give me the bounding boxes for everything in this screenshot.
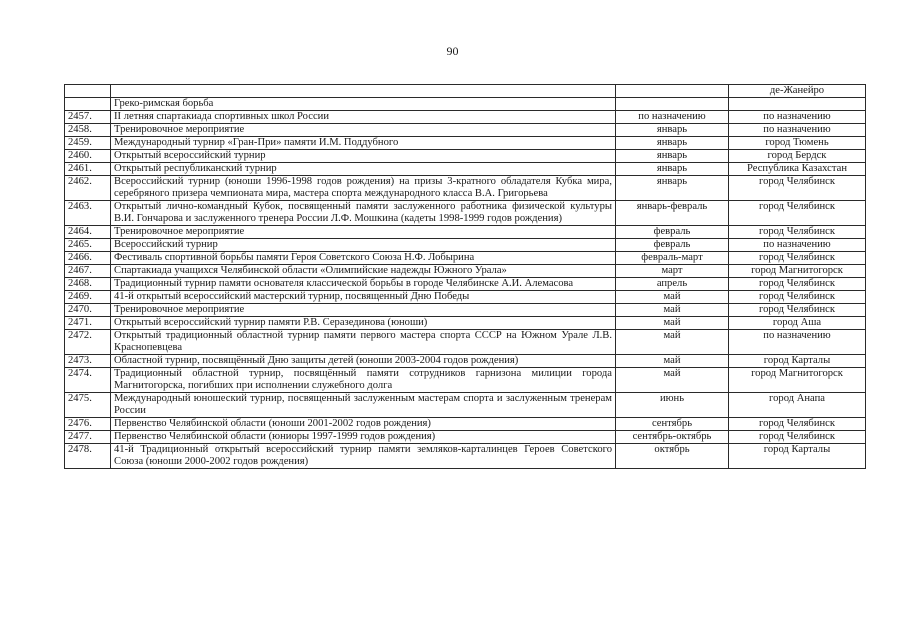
- num-cell: 2478.: [65, 444, 111, 469]
- date-cell: февраль: [616, 226, 729, 239]
- date-cell: сентябрь: [616, 418, 729, 431]
- name-cell: Спартакиада учащихся Челябинской области «Олимпийские надежды Южного Урала»: [111, 265, 616, 278]
- table-row: [65, 176, 866, 201]
- num-cell: 2469.: [65, 291, 111, 304]
- table-row: [65, 368, 866, 393]
- name-cell: Первенство Челябинской области (юноши 2001-2002 годов рождения): [111, 418, 616, 431]
- num-cell: 2467.: [65, 265, 111, 278]
- num-cell: 2473.: [65, 355, 111, 368]
- name-cell: 41-й Традиционный открытый всероссийский турнир памяти земляков-карталинцев Героев Советского Союза (юноши 2000-2002 годов рождения): [111, 444, 616, 469]
- place-cell: город Челябинск: [729, 201, 866, 226]
- section-row: [65, 98, 866, 111]
- table-row: [65, 226, 866, 239]
- place-cell: по назначению: [729, 239, 866, 252]
- place-cell: город Челябинск: [729, 431, 866, 444]
- name-cell: Тренировочное мероприятие: [111, 304, 616, 317]
- table-row: [65, 418, 866, 431]
- num-cell: 2464.: [65, 226, 111, 239]
- place-cell: город Челябинск: [729, 252, 866, 265]
- place-cell: город Челябинск: [729, 291, 866, 304]
- place-cell: город Бердск: [729, 150, 866, 163]
- num-cell: 2457.: [65, 111, 111, 124]
- place-cell: город Карталы: [729, 355, 866, 368]
- name-cell: Областной турнир, посвящённый Дню защиты детей (юноши 2003-2004 годов рождения): [111, 355, 616, 368]
- num-cell: [65, 85, 111, 98]
- date-cell: май: [616, 291, 729, 304]
- name-cell: Международный турнир «Гран-При» памяти И.М. Поддубного: [111, 137, 616, 150]
- table-row: [65, 265, 866, 278]
- date-cell: январь: [616, 124, 729, 137]
- place-cell: Республика Казахстан: [729, 163, 866, 176]
- table-row: [65, 355, 866, 368]
- place-cell: город Тюмень: [729, 137, 866, 150]
- name-cell: Фестиваль спортивной борьбы памяти Героя Советского Союза Н.Ф. Лобырина: [111, 252, 616, 265]
- date-cell: [616, 98, 729, 111]
- date-cell: апрель: [616, 278, 729, 291]
- table-row: [65, 330, 866, 355]
- date-cell: май: [616, 330, 729, 355]
- date-cell: октябрь: [616, 444, 729, 469]
- table-row: [65, 444, 866, 469]
- date-cell: сентябрь-октябрь: [616, 431, 729, 444]
- date-cell: по назначению: [616, 111, 729, 124]
- date-cell: май: [616, 317, 729, 330]
- name-cell: Открытый лично-командный Кубок, посвященный памяти заслуженного работника физической культуры В.И. Гончарова и заслуженного тренера России Л.Ф. Мошкина (кадеты 1998-1999 годов рождения): [111, 201, 616, 226]
- num-cell: 2461.: [65, 163, 111, 176]
- name-cell: 41-й открытый всероссийский мастерский турнир, посвященный Дню Победы: [111, 291, 616, 304]
- events-table: [64, 84, 866, 469]
- date-cell: январь-февраль: [616, 201, 729, 226]
- place-cell: по назначению: [729, 111, 866, 124]
- date-cell: [616, 85, 729, 98]
- place-cell: город Аша: [729, 317, 866, 330]
- num-cell: 2458.: [65, 124, 111, 137]
- num-cell: 2462.: [65, 176, 111, 201]
- name-cell: [111, 85, 616, 98]
- num-cell: 2466.: [65, 252, 111, 265]
- date-cell: январь: [616, 163, 729, 176]
- date-cell: февраль: [616, 239, 729, 252]
- place-cell: [729, 98, 866, 111]
- date-cell: март: [616, 265, 729, 278]
- table-row: [65, 317, 866, 330]
- place-cell: по назначению: [729, 330, 866, 355]
- num-cell: 2468.: [65, 278, 111, 291]
- table-row: [65, 137, 866, 150]
- table-row: [65, 252, 866, 265]
- name-cell: Тренировочное мероприятие: [111, 226, 616, 239]
- num-cell: 2459.: [65, 137, 111, 150]
- name-cell: Традиционный турнир памяти основателя классической борьбы в городе Челябинске А.И. Алемасова: [111, 278, 616, 291]
- num-cell: 2471.: [65, 317, 111, 330]
- place-cell: де-Жанейро: [729, 85, 866, 98]
- place-cell: город Челябинск: [729, 278, 866, 291]
- name-cell: Всероссийский турнир: [111, 239, 616, 252]
- num-cell: 2470.: [65, 304, 111, 317]
- table-row: [65, 124, 866, 137]
- date-cell: май: [616, 368, 729, 393]
- table-row: [65, 239, 866, 252]
- table-row: [65, 431, 866, 444]
- page-number: 90: [446, 44, 459, 58]
- table-row: [65, 304, 866, 317]
- name-cell: Тренировочное мероприятие: [111, 124, 616, 137]
- section-title: Греко-римская борьба: [111, 98, 616, 111]
- name-cell: Открытый всероссийский турнир памяти Р.В. Серазединова (юноши): [111, 317, 616, 330]
- num-cell: [65, 98, 111, 111]
- table-row: [65, 393, 866, 418]
- num-cell: 2465.: [65, 239, 111, 252]
- table-row: [65, 150, 866, 163]
- num-cell: 2477.: [65, 431, 111, 444]
- name-cell: II летняя спартакиада спортивных школ России: [111, 111, 616, 124]
- place-cell: город Челябинск: [729, 226, 866, 239]
- table-row: [65, 163, 866, 176]
- date-cell: июнь: [616, 393, 729, 418]
- place-cell: город Челябинск: [729, 418, 866, 431]
- place-cell: город Магнитогорск: [729, 368, 866, 393]
- place-cell: город Магнитогорск: [729, 265, 866, 278]
- num-cell: 2472.: [65, 330, 111, 355]
- date-cell: февраль-март: [616, 252, 729, 265]
- table-row: [65, 111, 866, 124]
- num-cell: 2460.: [65, 150, 111, 163]
- continuation-row: [65, 85, 866, 98]
- place-cell: город Челябинск: [729, 304, 866, 317]
- table-row: [65, 291, 866, 304]
- place-cell: город Челябинск: [729, 176, 866, 201]
- name-cell: Традиционный областной турнир, посвящённый памяти сотрудников гарнизона милиции города Магнитогорска, погибших при исполнении служебного долга: [111, 368, 616, 393]
- table-row: [65, 201, 866, 226]
- date-cell: январь: [616, 137, 729, 150]
- table-row: [65, 278, 866, 291]
- date-cell: май: [616, 355, 729, 368]
- name-cell: Открытый республиканский турнир: [111, 163, 616, 176]
- date-cell: январь: [616, 150, 729, 163]
- num-cell: 2463.: [65, 201, 111, 226]
- num-cell: 2475.: [65, 393, 111, 418]
- name-cell: Международный юношеский турнир, посвященный заслуженным мастерам спорта и заслуженным тренерам России: [111, 393, 616, 418]
- place-cell: город Карталы: [729, 444, 866, 469]
- name-cell: Всероссийский турнир (юноши 1996-1998 годов рождения) на призы 3-кратного обладателя Кубка мира, серебряного призера чемпионата мира, мастера спорта международного класса В.А. Григорьева: [111, 176, 616, 201]
- place-cell: по назначению: [729, 124, 866, 137]
- num-cell: 2476.: [65, 418, 111, 431]
- place-cell: город Анапа: [729, 393, 866, 418]
- date-cell: май: [616, 304, 729, 317]
- date-cell: январь: [616, 176, 729, 201]
- num-cell: 2474.: [65, 368, 111, 393]
- name-cell: Открытый традиционный областной турнир памяти первого мастера спорта СССР на Южном Урале Л.В. Краснопевцева: [111, 330, 616, 355]
- name-cell: Открытый всероссийский турнир: [111, 150, 616, 163]
- name-cell: Первенство Челябинской области (юниоры 1997-1999 годов рождения): [111, 431, 616, 444]
